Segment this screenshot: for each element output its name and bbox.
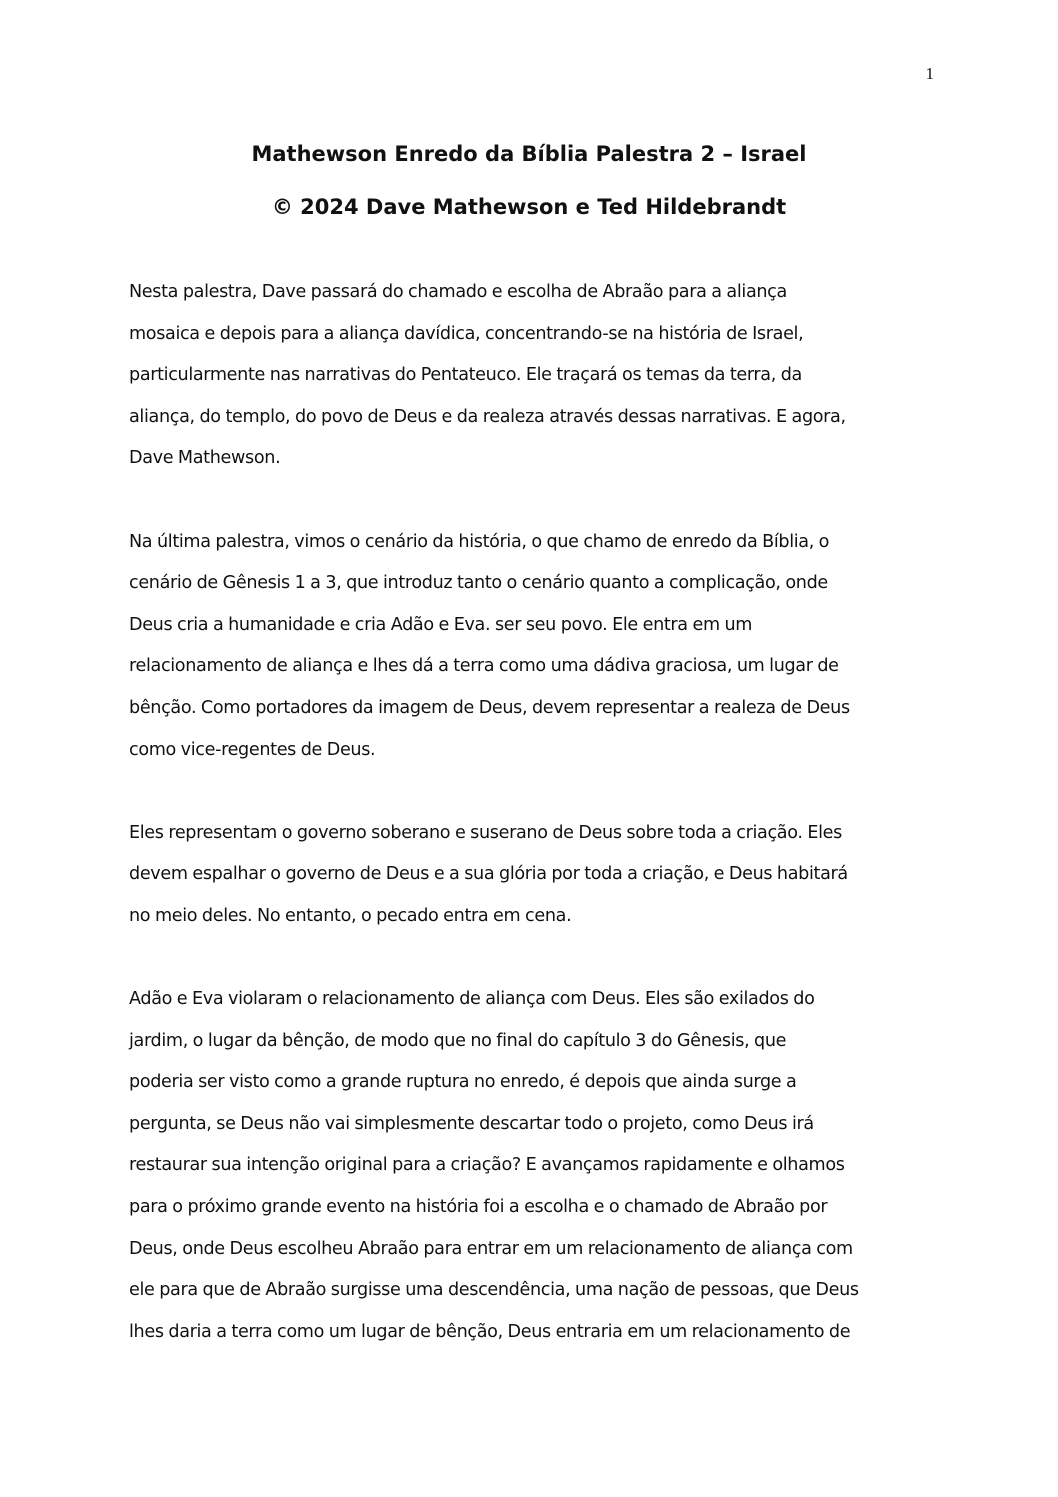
- text-line: Deus, onde Deus escolheu Abraão para entrar em um relacionamento de aliança com: [129, 1238, 853, 1259]
- body-text: [129, 272, 944, 1395]
- document-title: Mathewson Enredo da Bíblia Palestra 2 – Israel: [251, 142, 807, 166]
- text-line: ele para que de Abraão surgisse uma descendência, uma nação de pessoas, que Deus: [129, 1280, 859, 1301]
- text-line: Na última palestra, vimos o cenário da história, o que chamo de enredo da Bíblia, o: [129, 531, 830, 552]
- text-line: restaurar sua intenção original para a criação? E avançamos rapidamente e olhamos: [129, 1155, 845, 1176]
- text-line: cenário de Gênesis 1 a 3, que introduz tanto o cenário quanto a complicação, onde: [129, 573, 828, 594]
- text-line: mosaica e depois para a aliança davídica, concentrando-se na história de Israel,: [129, 323, 804, 344]
- paragraph-intro: [129, 272, 944, 480]
- text-line: Eles representam o governo soberano e suserano de Deus sobre toda a criação. Eles: [129, 822, 842, 843]
- text-line: poderia ser visto como a grande ruptura no enredo, é depois que ainda surge a: [129, 1072, 797, 1093]
- text-line: bênção. Como portadores da imagem de Deus, devem representar a realeza de Deus: [129, 697, 850, 718]
- text-line: no meio deles. No entanto, o pecado entra em cena.: [129, 905, 572, 926]
- text-line: Adão e Eva violaram o relacionamento de aliança com Deus. Eles são exilados do: [129, 989, 815, 1010]
- text-line: relacionamento de aliança e lhes dá a terra como uma dádiva graciosa, um lugar de: [129, 656, 839, 677]
- page-number: 1: [925, 64, 934, 83]
- text-line: para o próximo grande evento na história foi a escolha e o chamado de Abraão por: [129, 1197, 828, 1218]
- text-line: como vice-regentes de Deus.: [129, 739, 376, 760]
- copyright-line: © 2024 Dave Mathewson e Ted Hildebrandt: [271, 195, 787, 219]
- text-line: jardim, o lugar da bênção, de modo que no final do capítulo 3 do Gênesis, que: [129, 1030, 787, 1051]
- text-line: particularmente nas narrativas do Pentateuco. Ele traçará os temas da terra, da: [129, 365, 802, 386]
- text-line: Deus cria a humanidade e cria Adão e Eva. ser seu povo. Ele entra em um: [129, 614, 753, 635]
- text-line: pergunta, se Deus não vai simplesmente descartar todo o projeto, como Deus irá: [129, 1113, 814, 1134]
- title-block: [129, 128, 929, 234]
- paragraph-abraham: [129, 979, 944, 1353]
- paragraph-last-lecture: [129, 522, 944, 772]
- text-line: Nesta palestra, Dave passará do chamado e escolha de Abraão para a aliança: [129, 282, 787, 302]
- text-line: devem espalhar o governo de Deus e a sua glória por toda a criação, e Deus habitará: [129, 864, 848, 885]
- text-line: aliança, do templo, do povo de Deus e da realeza através dessas narrativas. E agora,: [129, 406, 846, 427]
- text-line: Dave Mathewson.: [129, 448, 281, 469]
- paragraph-rule: [129, 813, 944, 938]
- text-line: lhes daria a terra como um lugar de bênção, Deus entraria em um relacionamento de: [129, 1321, 851, 1342]
